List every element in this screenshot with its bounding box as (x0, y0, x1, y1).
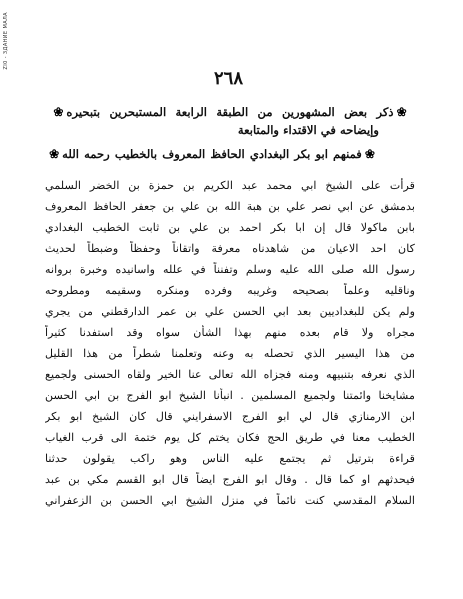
body-line: ابن الارمنازي قال لي ابو الفرج الاسفرايني قال كان الشيخ ابو بكر (45, 410, 415, 423)
body-line: قرأت على الشيخ ابي محمد عبد الكريم بن حمزة بن الخضر السلمي (45, 179, 415, 192)
heading-ornament-icon: ❀ (48, 105, 64, 119)
body-line: بدمشق عن ابي نصر علي بن هبة الله بن علي بن جعفر الحافظ المعروف (45, 200, 415, 213)
body-line: وناقليه وعلماً بصحيحه وغريبه وفرده ومنكره وسقيمه ومطروحه (45, 284, 415, 297)
body-line: الذي نعرفه بتنبيهه ومنه فجزاه الله تعالى عنا الخير ولقاه الحسنى ولجميع (45, 368, 415, 381)
body-line: مجراه ولا قام بعده منهم بهذا الشأن سواه وقد استفدنا كثيراً (45, 326, 415, 339)
body-line: ولم يكن للبغداديين بعد ابي الحسن علي بن عمر الدارقطني من يجري (45, 305, 415, 318)
body-line: السلام المقدسي كنت نائماً في منزل الشيخ ابي الحسن بن الزعفراني (45, 494, 415, 507)
heading-ornament-icon: ❀ (364, 147, 376, 161)
body-line: فيحدثهم او كما قال . وقال ابو الفرج ايضاً قال ابو القسم مكي بن عبد (45, 473, 415, 486)
section-heading-text-1: ذكر بعض المشهورين من الطبقة الرابعة المستبحرين بتبحيره (66, 105, 394, 119)
section-heading-text-3: فمنهم ابو بكر البغدادي الحافظ المعروف بالخطيب رحمه الله (62, 147, 362, 161)
body-line: بابن ماكولا قال إن ابا بكر احمد بن علي بن ثابت الخطيب البغدادي (45, 221, 415, 234)
body-line: الخطيب معنا في طريق الحج فكان يختم كل يوم ختمة الى قرب الغياب (45, 431, 415, 444)
body-line: كان احد الاعيان من شاهدناه معرفة واتقاناً وحفظاً وضبطاً لحديث (45, 242, 415, 255)
body-line: من هذا اليسير الذي تحصله به وعنه وتعلمنا شطراً من هذا القليل (45, 347, 415, 360)
body-line: مشايخنا وائمتنا ولجميع المسلمين . انبأنا الشيخ ابو الفرج بن ابي الحسن (45, 389, 415, 402)
page-number: ٢٦٨ (214, 68, 244, 89)
section-heading-line-1 (45, 104, 415, 120)
body-line: قراءة بترتيل ثم يجتمع عليه الناس وهو راكب يقولون حدثنا (45, 452, 415, 465)
heading-ornament-icon: ❀ (48, 147, 60, 161)
body-line: رسول الله صلى الله عليه وسلم وتفنناً في علله واسانيده وخبرة بروانه (45, 263, 415, 276)
heading-ornament-icon: ❀ (396, 105, 413, 119)
side-stamp: ZI0 - ЗДАНИЕ МАЛА (3, 12, 9, 70)
section-heading-line-3 (45, 146, 379, 162)
section-heading-line-2: وإيضاحه في الاقتداء والمتابعة (237, 123, 379, 137)
